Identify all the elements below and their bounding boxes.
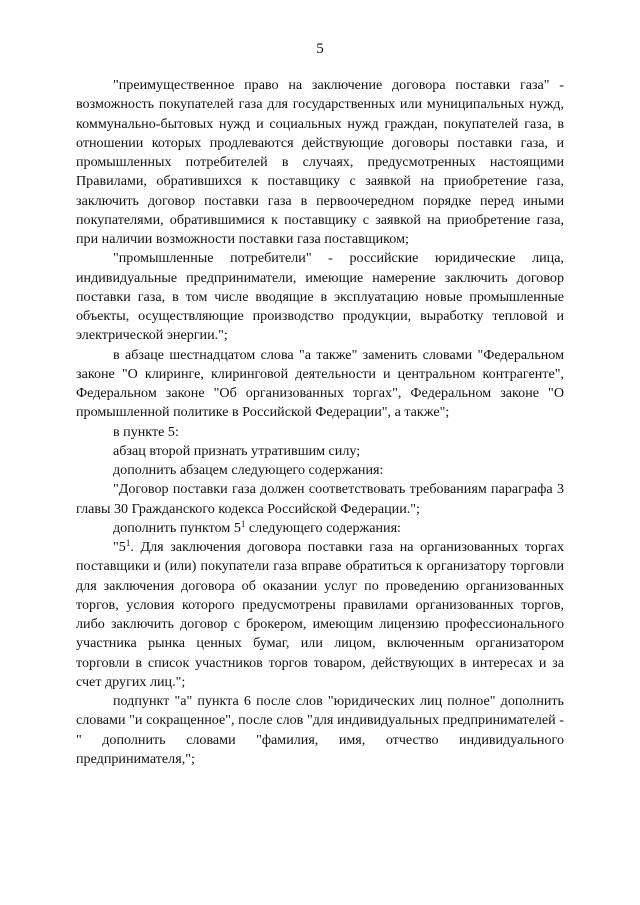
- paragraph-contract-requirements: "Договор поставки газа должен соответствовать требованиям параграфа 3 главы 30 Гражданского кодекса Российской Федерации.";: [76, 481, 564, 517]
- paragraph-subitem-a-item-6: подпункт "а" пункта 6 после слов "юридических лиц полное" дополнить словами "и сокращенное", после слов "для индивидуальных предпринимателей -" дополнить словами "фамилия, имя, отчество индивидуального предпринимателя,";: [76, 693, 564, 767]
- paragraph-add-abzac: дополнить абзацем следующего содержания:: [113, 462, 384, 478]
- paragraph-item-5-1-text: [76, 538, 564, 692]
- paragraph-amendment-sixteenth: в абзаце шестнадцатом слова "а также" заменить словами "Федеральном законе "О клиринге, клиринговой деятельности и центральном контрагенте", Федеральном законе "Об организованных торгах", Федеральном законе "О промышленной политике в Российской Федерации", а также";: [76, 346, 564, 421]
- paragraph-definition-priority-right: "преимущественное право на заключение договора поставки газа" - возможность покупателей газа для государственных или муниципальных нужд, коммунально-бытовых нужд и социальных нужд граждан, покупателей газа, в отношении которых продлеваются действующие договоры поставки газа, и промышленных потребителей в случаях, предусмотренных настоящими Правилами, обратившихся к поставщику с заявкой на приобретение газа, заключить договор поставки газа в первоочередном порядке перед иными покупателями, обратившимися к поставщику с заявкой на приобретение газа, при наличии возможности поставки газа поставщиком;: [76, 77, 564, 247]
- paragraph-definition-industrial-consumers: "промышленные потребители" - российские юридические лица, индивидуальные предприниматели, имеющие намерение заключить договор поставки газа, в том числе вводящие в эксплуатацию новые промышленные объекты, осуществляющие производство продукции, выработку тепловой и электрической энергии.";: [76, 250, 564, 344]
- text-segment: следующего содержания:: [245, 519, 401, 536]
- text-segment: "5: [113, 539, 126, 555]
- text-segment: дополнить пунктом 5: [113, 519, 241, 536]
- paragraph-repeal-second: абзац второй признать утратившим силу;: [113, 442, 361, 459]
- text-segment: . Для заключения договора поставки газа на организованных торгах поставщики и (или) покупатели газа вправе обратиться к организатору торговли для заключения договора об оказании услуг по проведению организованных торгов, условия которого предусмотрены правилами организованных торгов, либо заключить договор с брокером, имеющим лицензию профессионального участника рынка ценных бумаг, или лицом, включенным организатором торговли в список участников торгов товаром, действующих в интересах и за счет других лиц.";: [76, 539, 564, 690]
- document-body: [76, 76, 564, 769]
- superscript: 1: [125, 538, 131, 548]
- superscript: 1: [240, 518, 246, 529]
- paragraph-item-5-heading: в пункте 5:: [113, 423, 179, 440]
- paragraph-add-item-5-1: [76, 519, 564, 538]
- page-number: 5: [316, 41, 324, 57]
